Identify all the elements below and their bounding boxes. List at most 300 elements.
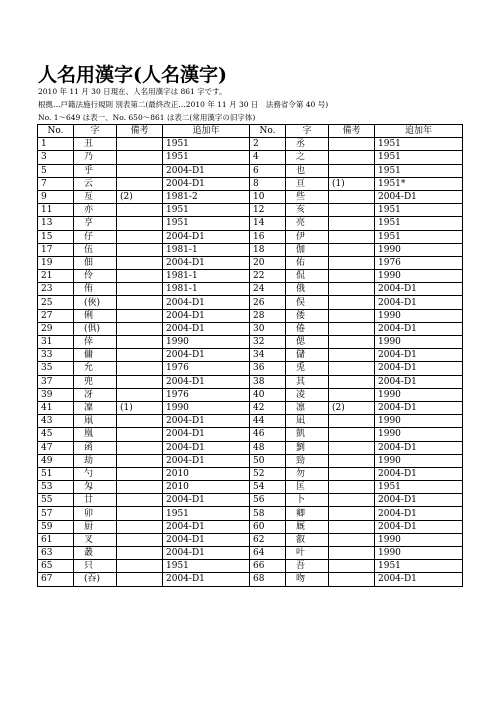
cell-char: 叉 — [74, 533, 117, 546]
table-row — [38, 243, 463, 256]
cell-no: 62 — [250, 533, 286, 546]
cell-year: 1990 — [375, 454, 463, 467]
cell-char: 允 — [74, 362, 117, 375]
cell-note — [117, 309, 163, 322]
cell-char: 俐 — [74, 309, 117, 322]
cell-char: 倭 — [286, 309, 329, 322]
cell-no: 20 — [250, 256, 286, 269]
cell-no: 5 — [38, 164, 74, 177]
cell-no: 24 — [250, 283, 286, 296]
cell-char: 卿 — [286, 507, 329, 520]
header-note: 備考 — [117, 125, 163, 138]
cell-no: 66 — [250, 560, 286, 573]
cell-no: 36 — [250, 362, 286, 375]
cell-char: 些 — [286, 190, 329, 203]
table-row — [38, 362, 463, 375]
cell-no: 18 — [250, 243, 286, 256]
cell-char: 凪 — [286, 415, 329, 428]
cell-year: 1981-1 — [163, 270, 250, 283]
cell-no: 50 — [250, 454, 286, 467]
cell-note: (1) — [329, 177, 375, 190]
header-note: 備考 — [329, 125, 375, 138]
cell-year: 1976 — [163, 388, 250, 401]
cell-note — [329, 533, 375, 546]
cell-year: 2004-D1 — [163, 415, 250, 428]
cell-year: 1981-1 — [163, 283, 250, 296]
cell-note — [329, 190, 375, 203]
cell-year: 1990 — [375, 428, 463, 441]
cell-no: 13 — [38, 217, 74, 230]
cell-char: 亥 — [286, 204, 329, 217]
cell-year: 1951 — [375, 204, 463, 217]
cell-note — [329, 296, 375, 309]
cell-note — [329, 309, 375, 322]
table-row — [38, 177, 463, 190]
cell-note — [117, 322, 163, 335]
cell-char: 乃 — [74, 151, 117, 164]
cell-note — [117, 349, 163, 362]
cell-no: 10 — [250, 190, 286, 203]
table-row — [38, 151, 463, 164]
cell-note — [117, 164, 163, 177]
cell-note — [329, 507, 375, 520]
table-row — [38, 428, 463, 441]
cell-no: 61 — [38, 533, 74, 546]
cell-char: 叢 — [74, 547, 117, 560]
cell-note — [117, 243, 163, 256]
cell-char: 亮 — [286, 217, 329, 230]
cell-no: 27 — [38, 309, 74, 322]
cell-no: 4 — [250, 151, 286, 164]
cell-note — [117, 573, 163, 586]
table-row — [38, 190, 463, 203]
cell-year: 2004-D1 — [163, 454, 250, 467]
table-row — [38, 441, 463, 454]
cell-char: 凛 — [286, 401, 329, 414]
cell-char: 卜 — [286, 494, 329, 507]
cell-no: 40 — [250, 388, 286, 401]
status-line: 2010 年 11 月 30 日現在、人名用漢字は 861 字です。 — [38, 87, 227, 96]
table-row — [38, 533, 463, 546]
cell-char: 厩 — [286, 520, 329, 533]
table-row — [38, 283, 463, 296]
cell-char: 伊 — [286, 230, 329, 243]
cell-no: 14 — [250, 217, 286, 230]
cell-year: 1951 — [375, 560, 463, 573]
cell-year: 1951 — [163, 138, 250, 151]
cell-note — [329, 547, 375, 560]
table-row — [38, 415, 463, 428]
cell-char: 叡 — [286, 533, 329, 546]
cell-no: 53 — [38, 481, 74, 494]
table-row — [38, 336, 463, 349]
cell-year: 2004-D1 — [375, 375, 463, 388]
cell-no: 64 — [250, 547, 286, 560]
cell-note — [117, 283, 163, 296]
cell-no: 22 — [250, 270, 286, 283]
cell-char: 云 — [74, 177, 117, 190]
cell-year: 2004-D1 — [163, 494, 250, 507]
cell-char: 之 — [286, 151, 329, 164]
table-row — [38, 375, 463, 388]
cell-char: (俠) — [74, 296, 117, 309]
cell-note — [329, 256, 375, 269]
cell-char: 俄 — [286, 283, 329, 296]
cell-year: 1951 — [163, 507, 250, 520]
cell-year: 2004-D1 — [375, 362, 463, 375]
cell-note — [329, 349, 375, 362]
cell-char: 凱 — [286, 428, 329, 441]
table-row — [38, 270, 463, 283]
cell-year: 2004-D1 — [163, 322, 250, 335]
cell-char: 兜 — [74, 375, 117, 388]
cell-char: 劫 — [74, 454, 117, 467]
cell-char: 伶 — [74, 270, 117, 283]
table-row — [38, 164, 463, 177]
cell-char: 伽 — [286, 243, 329, 256]
cell-note — [329, 467, 375, 480]
cell-no: 67 — [38, 573, 74, 586]
cell-note — [117, 428, 163, 441]
cell-no: 65 — [38, 560, 74, 573]
cell-no: 12 — [250, 204, 286, 217]
cell-year: 2004-D1 — [163, 164, 250, 177]
cell-no: 19 — [38, 256, 74, 269]
cell-char: 勿 — [286, 467, 329, 480]
cell-note: (1) — [117, 401, 163, 414]
cell-char: 仔 — [74, 230, 117, 243]
cell-char: (俱) — [74, 322, 117, 335]
cell-year: 2010 — [163, 481, 250, 494]
cell-no: 59 — [38, 520, 74, 533]
cell-note — [117, 217, 163, 230]
table-row — [38, 388, 463, 401]
cell-no: 3 — [38, 151, 74, 164]
cell-no: 44 — [250, 415, 286, 428]
cell-year: 2004-D1 — [163, 375, 250, 388]
cell-char: 兎 — [286, 362, 329, 375]
cell-no: 2 — [250, 138, 286, 151]
cell-note — [117, 177, 163, 190]
cell-no: 39 — [38, 388, 74, 401]
cell-no: 48 — [250, 441, 286, 454]
cell-note — [329, 283, 375, 296]
cell-no: 58 — [250, 507, 286, 520]
cell-note: (2) — [117, 190, 163, 203]
cell-no: 17 — [38, 243, 74, 256]
cell-char: 亦 — [74, 204, 117, 217]
cell-no: 68 — [250, 573, 286, 586]
cell-year: 2004-D1 — [375, 441, 463, 454]
cell-no: 43 — [38, 415, 74, 428]
cell-char: 亨 — [74, 217, 117, 230]
header-char: 字 — [74, 125, 117, 138]
cell-note — [117, 388, 163, 401]
cell-year: 1990 — [375, 336, 463, 349]
cell-no: 37 — [38, 375, 74, 388]
cell-note — [117, 533, 163, 546]
cell-year: 1951 — [375, 217, 463, 230]
cell-no: 57 — [38, 507, 74, 520]
cell-year: 1951 — [163, 151, 250, 164]
cell-year: 1976 — [163, 362, 250, 375]
cell-note — [329, 481, 375, 494]
cell-char: 凧 — [74, 415, 117, 428]
cell-no: 46 — [250, 428, 286, 441]
cell-year: 1990 — [375, 533, 463, 546]
cell-year: 1951* — [375, 177, 463, 190]
cell-char: 厨 — [74, 520, 117, 533]
cell-note — [117, 494, 163, 507]
cell-char: 亙 — [74, 190, 117, 203]
cell-year: 1951 — [163, 204, 250, 217]
cell-year: 2004-D1 — [375, 349, 463, 362]
table-row — [38, 138, 463, 151]
cell-year: 2004-D1 — [375, 322, 463, 335]
cell-note — [329, 138, 375, 151]
cell-no: 42 — [250, 401, 286, 414]
cell-char: 匡 — [286, 481, 329, 494]
cell-note — [117, 270, 163, 283]
cell-char: 凰 — [74, 428, 117, 441]
cell-year: 1951 — [375, 481, 463, 494]
kanji-table — [37, 124, 463, 587]
table-row — [38, 322, 463, 335]
cell-note — [329, 388, 375, 401]
table-row — [38, 296, 463, 309]
cell-no: 21 — [38, 270, 74, 283]
cell-char: (吞) — [74, 573, 117, 586]
cell-no: 60 — [250, 520, 286, 533]
cell-year: 2004-D1 — [375, 507, 463, 520]
cell-year: 2004-D1 — [375, 467, 463, 480]
cell-year: 2004-D1 — [163, 547, 250, 560]
cell-year: 1990 — [375, 270, 463, 283]
cell-note — [117, 296, 163, 309]
cell-year: 2004-D1 — [163, 296, 250, 309]
cell-no: 29 — [38, 322, 74, 335]
cell-year: 1990 — [375, 388, 463, 401]
cell-note — [329, 520, 375, 533]
table-row — [38, 481, 463, 494]
cell-year: 2004-D1 — [375, 494, 463, 507]
cell-note — [117, 547, 163, 560]
table-row — [38, 494, 463, 507]
cell-char: 侃 — [286, 270, 329, 283]
cell-note — [117, 481, 163, 494]
cell-note — [329, 441, 375, 454]
table-body — [38, 138, 463, 586]
cell-no: 55 — [38, 494, 74, 507]
cell-year: 2010 — [163, 467, 250, 480]
cell-no: 7 — [38, 177, 74, 190]
cell-no: 30 — [250, 322, 286, 335]
header-no: No. — [250, 125, 286, 138]
cell-year: 2004-D1 — [375, 573, 463, 586]
cell-note: (2) — [329, 401, 375, 414]
cell-note — [329, 204, 375, 217]
cell-year: 1976 — [375, 256, 463, 269]
cell-no: 8 — [250, 177, 286, 190]
cell-note — [329, 560, 375, 573]
cell-no: 63 — [38, 547, 74, 560]
cell-no: 45 — [38, 428, 74, 441]
cell-note — [117, 375, 163, 388]
cell-note — [117, 204, 163, 217]
table-row — [38, 256, 463, 269]
cell-year: 1990 — [375, 243, 463, 256]
cell-char: 劉 — [286, 441, 329, 454]
cell-char: 也 — [286, 164, 329, 177]
table-row — [38, 309, 463, 322]
cell-char: 佑 — [286, 256, 329, 269]
table-header-row — [38, 125, 463, 138]
header-char: 字 — [286, 125, 329, 138]
cell-no: 26 — [250, 296, 286, 309]
cell-note — [329, 151, 375, 164]
cell-char: 丞 — [286, 138, 329, 151]
cell-note — [117, 454, 163, 467]
table-row — [38, 520, 463, 533]
cell-char: 冴 — [74, 388, 117, 401]
cell-no: 25 — [38, 296, 74, 309]
source-line: 根拠…戸籍法施行規則 別表第二(最終改正…2010 年 11 月 30 日 法務省令第 40 号) — [38, 100, 329, 109]
cell-note — [329, 230, 375, 243]
cell-year: 1990 — [375, 547, 463, 560]
cell-note — [117, 138, 163, 151]
cell-char: 匁 — [74, 481, 117, 494]
cell-note — [329, 494, 375, 507]
cell-char: 乎 — [74, 164, 117, 177]
range-note: No. 1～649 は表一、No. 650～861 は表二(常用漢字の旧字体) — [38, 113, 256, 122]
table-row — [38, 560, 463, 573]
cell-note — [117, 362, 163, 375]
cell-no: 32 — [250, 336, 286, 349]
cell-note — [117, 336, 163, 349]
cell-year: 2004-D1 — [163, 533, 250, 546]
table-row — [38, 401, 463, 414]
cell-note — [329, 573, 375, 586]
table-row — [38, 230, 463, 243]
cell-char: 只 — [74, 560, 117, 573]
cell-char: 勺 — [74, 467, 117, 480]
cell-char: 亘 — [286, 177, 329, 190]
table-row — [38, 547, 463, 560]
header-year: 追加年 — [375, 125, 463, 138]
header-year: 追加年 — [163, 125, 250, 138]
cell-no: 38 — [250, 375, 286, 388]
cell-note — [329, 375, 375, 388]
cell-year: 2004-D1 — [375, 190, 463, 203]
cell-no: 54 — [250, 481, 286, 494]
cell-no: 49 — [38, 454, 74, 467]
cell-year: 1951 — [375, 151, 463, 164]
cell-no: 1 — [38, 138, 74, 151]
cell-year: 2004-D1 — [163, 441, 250, 454]
cell-note — [117, 507, 163, 520]
cell-note — [329, 362, 375, 375]
cell-no: 34 — [250, 349, 286, 362]
cell-char: 倦 — [286, 322, 329, 335]
cell-year: 2004-D1 — [375, 296, 463, 309]
table-row — [38, 507, 463, 520]
cell-year: 1990 — [375, 415, 463, 428]
cell-note — [329, 415, 375, 428]
table-row — [38, 204, 463, 217]
cell-char: 侑 — [74, 283, 117, 296]
cell-note — [117, 467, 163, 480]
cell-char: 倖 — [74, 336, 117, 349]
document-title: 人名用漢字(人名漢字) — [38, 64, 227, 86]
cell-no: 6 — [250, 164, 286, 177]
cell-char: 勁 — [286, 454, 329, 467]
table-row — [38, 454, 463, 467]
cell-year: 1981-1 — [163, 243, 250, 256]
cell-note — [329, 428, 375, 441]
cell-char: 吾 — [286, 560, 329, 573]
cell-note — [117, 520, 163, 533]
cell-char: 凌 — [286, 388, 329, 401]
cell-note — [117, 441, 163, 454]
cell-year: 2004-D1 — [163, 256, 250, 269]
cell-year: 2004-D1 — [163, 520, 250, 533]
cell-char: 傭 — [74, 349, 117, 362]
cell-note — [117, 560, 163, 573]
cell-year: 1990 — [163, 336, 250, 349]
cell-year: 2004-D1 — [163, 309, 250, 322]
cell-year: 2004-D1 — [163, 230, 250, 243]
cell-note — [329, 270, 375, 283]
cell-char: 其 — [286, 375, 329, 388]
cell-note — [329, 322, 375, 335]
cell-year: 1981-2 — [163, 190, 250, 203]
cell-year: 1951 — [163, 560, 250, 573]
cell-no: 16 — [250, 230, 286, 243]
cell-note — [329, 336, 375, 349]
cell-year: 1951 — [375, 138, 463, 151]
cell-year: 2004-D1 — [163, 177, 250, 190]
cell-no: 28 — [250, 309, 286, 322]
cell-char: 廿 — [74, 494, 117, 507]
cell-char: 丑 — [74, 138, 117, 151]
cell-note — [329, 243, 375, 256]
cell-no: 15 — [38, 230, 74, 243]
cell-year: 2004-D1 — [375, 401, 463, 414]
cell-no: 41 — [38, 401, 74, 414]
cell-char: 吻 — [286, 573, 329, 586]
cell-char: 俣 — [286, 296, 329, 309]
cell-note — [117, 256, 163, 269]
cell-no: 56 — [250, 494, 286, 507]
cell-year: 2004-D1 — [163, 573, 250, 586]
table-row — [38, 467, 463, 480]
cell-note — [117, 415, 163, 428]
cell-no: 33 — [38, 349, 74, 362]
cell-note — [117, 230, 163, 243]
cell-char: 叶 — [286, 547, 329, 560]
cell-no: 51 — [38, 467, 74, 480]
cell-year: 1951 — [163, 217, 250, 230]
cell-year: 2004-D1 — [375, 283, 463, 296]
cell-note — [117, 151, 163, 164]
cell-year: 1990 — [375, 309, 463, 322]
cell-note — [329, 164, 375, 177]
cell-no: 9 — [38, 190, 74, 203]
cell-char: 卯 — [74, 507, 117, 520]
cell-char: 儲 — [286, 349, 329, 362]
table-row — [38, 349, 463, 362]
cell-note — [329, 217, 375, 230]
